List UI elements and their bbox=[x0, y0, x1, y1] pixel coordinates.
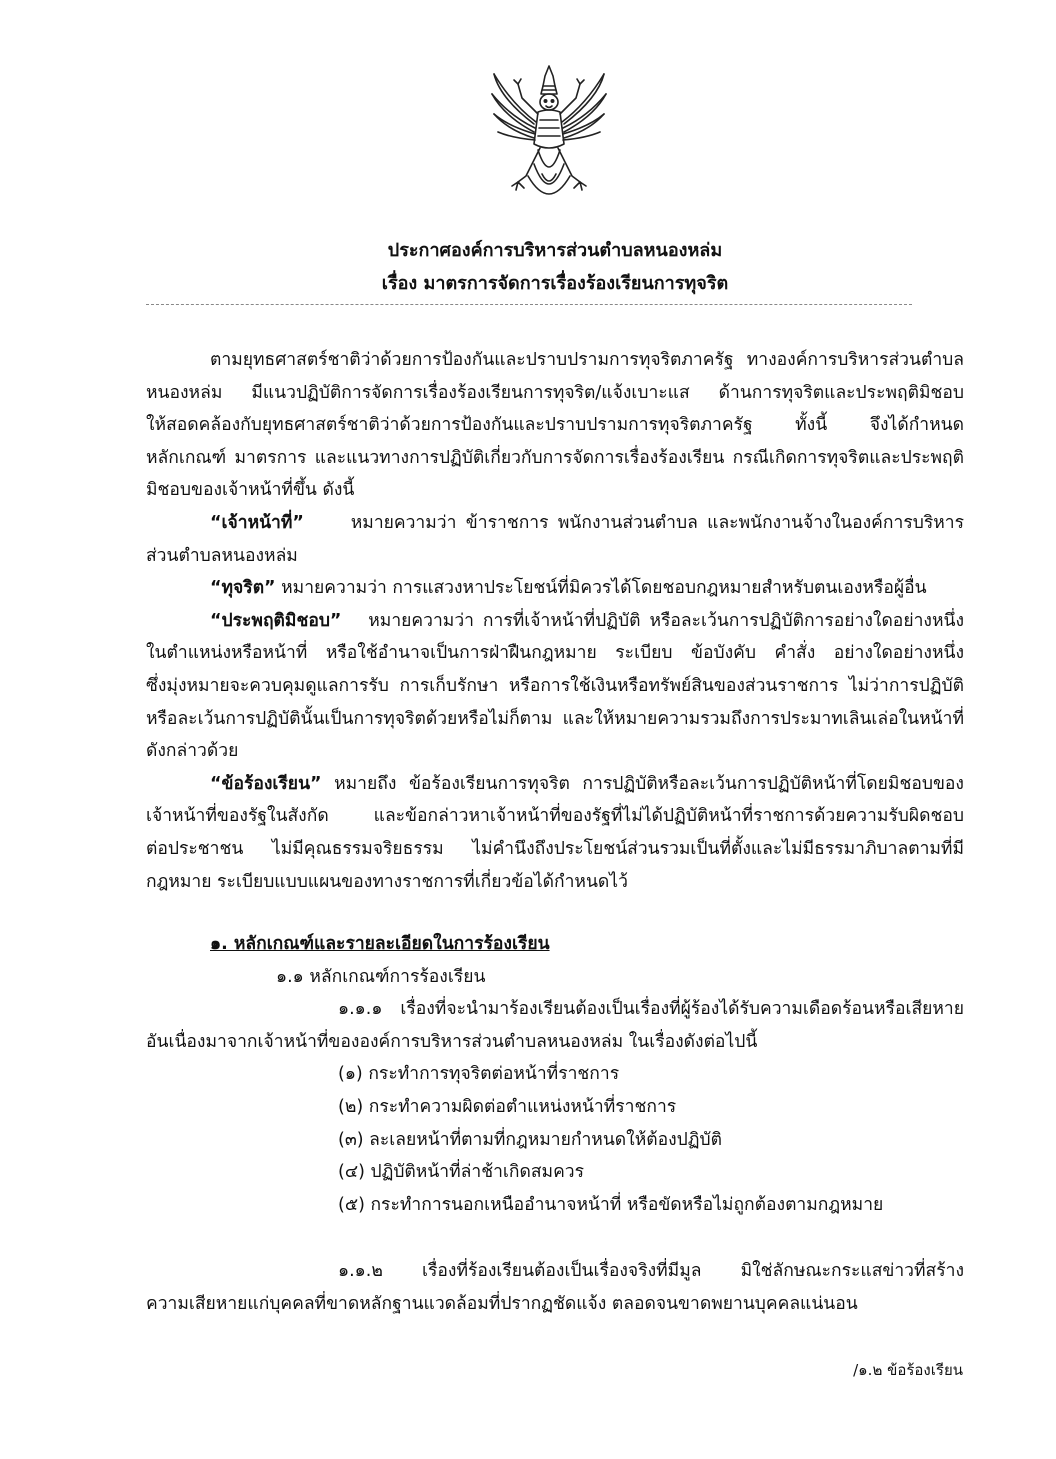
subsection-heading: ๑.๑ หลักเกณฑ์การร้องเรียน bbox=[276, 966, 486, 987]
definition-complaint-cont: กฎหมาย ระเบียบแบบแผนของทางราชการที่เกี่ยวข้อได้กำหนดไว้ bbox=[146, 871, 628, 892]
definition-officer-cont: ส่วนตำบลหนองหล่ม bbox=[146, 545, 298, 566]
list-item: (๒) กระทำความผิดต่อตำแหน่งหน้าที่ราชการ bbox=[338, 1097, 677, 1118]
divider bbox=[146, 304, 912, 305]
page-subject: เรื่อง มาตรการจัดการเรื่องร้องเรียนการทุจริต bbox=[381, 273, 729, 294]
list-item: (๓) ละเลยหน้าที่ตามที่กฎหมายกำหนดให้ต้องปฏิบัติ bbox=[338, 1129, 723, 1150]
definition-misconduct-cont: ซึ่งมุ่งหมายจะควบคุมดูแลการรับ การเก็บรักษา หรือการใช้เงินหรือทรัพย์สินของส่วนราชการ ไม่ว่าการปฏิบัติ bbox=[146, 675, 964, 696]
definition-corruption bbox=[146, 572, 964, 605]
continuation-note: /๑.๒ ข้อร้องเรียน bbox=[853, 1361, 963, 1379]
intro-line-3: ให้สอดคล้องกับยุทธศาสตร์ชาติว่าด้วยการป้องกันและปราบปรามการทุจริตภาครัฐ ทั้งนี้ จึงได้กำหนด bbox=[146, 415, 964, 436]
intro-line-2: หนองหล่ม มีแนวปฏิบัติการจัดการเรื่องร้องเรียนการทุจริต/แจ้งเบาะแส ด้านการทุจริตและประพฤติมิชอบ bbox=[146, 382, 964, 403]
list-item: (๑) กระทำการทุจริตต่อหน้าที่ราชการ bbox=[338, 1064, 620, 1085]
clause-1-1-1: ๑.๑.๑ เรื่องที่จะนำมาร้องเรียนต้องเป็นเรื่องที่ผู้ร้องได้รับความเดือดร้อนหรือเสียหาย bbox=[338, 999, 964, 1020]
intro-line-1: ตามยุทธศาสตร์ชาติว่าด้วยการป้องกันและปราบปรามการทุจริตภาครัฐ ทางองค์การบริหารส่วนตำบล bbox=[210, 350, 964, 370]
definition-misconduct-cont: ในตำแหน่งหรือหน้าที่ หรือใช้อำนาจเป็นการฝ่าฝืนกฎหมาย ระเบียบ ข้อบังคับ คำสั่ง อย่างใดอย่างหนึ่ง bbox=[146, 643, 964, 664]
definition-text: หมายถึง ข้อร้องเรียนการทุจริต การปฏิบัติหรือละเว้นการปฏิบัติหน้าที่โดยมิชอบของ bbox=[334, 773, 964, 794]
document-body bbox=[146, 344, 964, 1321]
definition-misconduct bbox=[146, 605, 964, 638]
garuda-emblem bbox=[488, 64, 610, 212]
definition-term: “ข้อร้องเรียน” bbox=[210, 773, 322, 794]
definition-officer bbox=[146, 507, 964, 540]
definition-complaint-cont: ต่อประชาชน ไม่มีคุณธรรมจริยธรรม ไม่คำนึงถึงประโยชน์ส่วนรวมเป็นที่ตั้งและไม่มีธรรมาภิบาลตามที่มี bbox=[146, 838, 964, 859]
definition-misconduct-cont: หรือละเว้นการปฏิบัตินั้นเป็นการทุจริตด้วยหรือไม่ก็ตาม และให้หมายความรวมถึงการประมาทเลินเล่อในหน้าที่ bbox=[146, 708, 964, 729]
clause-1-1-2-cont: ความเสียหายแก่บุคคลที่ขาดหลักฐานแวดล้อมที่ปรากฏชัดแจ้ง ตลอดจนขาดพยานบุคคลแน่นอน bbox=[146, 1294, 858, 1315]
clause-1-1-2: ๑.๑.๒ เรื่องที่ร้องเรียนต้องเป็นเรื่องจริงที่มีมูล มิใช่ลักษณะกระแสข่าวที่สร้าง bbox=[338, 1261, 964, 1282]
definition-term: “ประพฤติมิชอบ” bbox=[210, 610, 342, 631]
definition-complaint bbox=[146, 768, 964, 801]
definition-complaint-cont: เจ้าหน้าที่ของรัฐในสังกัด และข้อกล่าวหาเจ้าหน้าที่ของรัฐที่ไม่ได้ปฏิบัติหน้าที่ราชการด้วยความรับผิดชอบ bbox=[146, 806, 964, 827]
list-item: (๕) กระทำการนอกเหนืออำนาจหน้าที่ หรือขัดหรือไม่ถูกต้องตามกฎหมาย bbox=[338, 1194, 884, 1215]
definition-term: “เจ้าหน้าที่” bbox=[210, 512, 304, 533]
definition-text: หมายความว่า การแสวงหาประโยชน์ที่มิควรได้โดยชอบกฎหมายสำหรับตนเองหรือผู้อื่น bbox=[281, 578, 927, 599]
definition-text: หมายความว่า ข้าราชการ พนักงานส่วนตำบล และพนักงานจ้างในองค์การบริหาร bbox=[350, 512, 964, 533]
section-heading: ๑. หลักเกณฑ์และรายละเอียดในการร้องเรียน bbox=[210, 934, 550, 955]
definition-text: หมายความว่า การที่เจ้าหน้าที่ปฏิบัติ หรือละเว้นการปฏิบัติการอย่างใดอย่างหนึ่ง bbox=[368, 610, 964, 631]
page-title: ประกาศองค์การบริหารส่วนตำบลหนองหล่ม bbox=[387, 240, 723, 261]
list-item: (๔) ปฏิบัติหน้าที่ล่าช้าเกิดสมควร bbox=[338, 1162, 584, 1183]
definition-misconduct-cont: ดังกล่าวด้วย bbox=[146, 741, 239, 762]
clause-1-1-1-cont: อันเนื่องมาจากเจ้าหน้าที่ขององค์การบริหารส่วนตำบลหนองหล่ม ในเรื่องดังต่อไปนี้ bbox=[146, 1031, 758, 1052]
definition-term: “ทุจริต” bbox=[210, 578, 276, 599]
intro-line-4: หลักเกณฑ์ มาตรการ และแนวทางการปฏิบัติเกี่ยวกับการจัดการเรื่องร้องเรียน กรณีเกิดการทุจริตและประพฤติ bbox=[146, 447, 964, 468]
intro-line-5: มิชอบของเจ้าหน้าที่ขึ้น ดังนี้ bbox=[146, 480, 355, 501]
